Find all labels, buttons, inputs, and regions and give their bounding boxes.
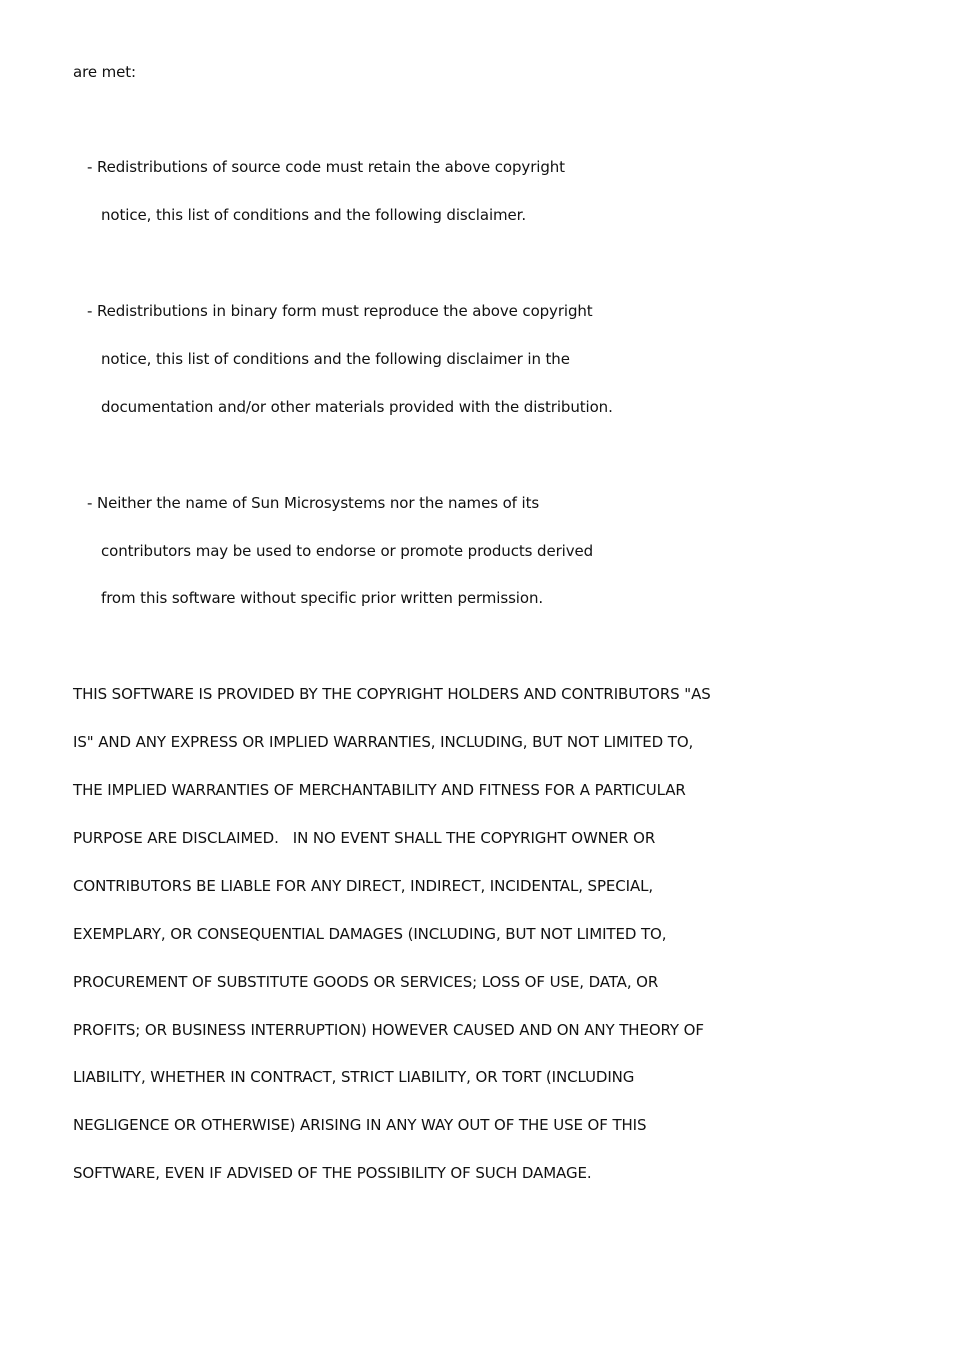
list-item-text: contributors may be used to endorse or promote products derived xyxy=(73,542,594,560)
disclaimer-line: IS" AND ANY EXPRESS OR IMPLIED WARRANTIES, INCLUDING, BUT NOT LIMITED TO, xyxy=(73,733,694,751)
disclaimer-line: NEGLIGENCE OR OTHERWISE) ARISING IN ANY WAY OUT OF THE USE OF THIS xyxy=(73,1116,647,1134)
disclaimer-line: EXEMPLARY, OR CONSEQUENTIAL DAMAGES (INCLUDING, BUT NOT LIMITED TO, xyxy=(73,925,667,943)
list-item-text: - Redistributions of source code must retain the above copyright xyxy=(73,158,565,176)
list-item-text: documentation and/or other materials provided with the distribution. xyxy=(73,398,613,416)
disclaimer-line: PROCUREMENT OF SUBSTITUTE GOODS OR SERVICES; LOSS OF USE, DATA, OR xyxy=(73,973,659,991)
disclaimer-line: THE IMPLIED WARRANTIES OF MERCHANTABILITY AND FITNESS FOR A PARTICULAR xyxy=(73,781,686,799)
disclaimer-line: PURPOSE ARE DISCLAIMED. IN NO EVENT SHALL THE COPYRIGHT OWNER OR xyxy=(73,829,656,847)
list-item-text: notice, this list of conditions and the following disclaimer in the xyxy=(73,350,570,368)
list-item-text: from this software without specific prior written permission. xyxy=(73,589,544,607)
list-item-text: - Neither the name of Sun Microsystems nor the names of its xyxy=(73,494,540,512)
list-item-text: - Redistributions in binary form must reproduce the above copyright xyxy=(73,302,593,320)
disclaimer-line: LIABILITY, WHETHER IN CONTRACT, STRICT LIABILITY, OR TORT (INCLUDING xyxy=(73,1068,635,1086)
disclaimer-line: SOFTWARE, EVEN IF ADVISED OF THE POSSIBILITY OF SUCH DAMAGE. xyxy=(73,1164,592,1182)
disclaimer-line: PROFITS; OR BUSINESS INTERRUPTION) HOWEVER CAUSED AND ON ANY THEORY OF xyxy=(73,1021,704,1039)
disclaimer-line: CONTRIBUTORS BE LIABLE FOR ANY DIRECT, INDIRECT, INCIDENTAL, SPECIAL, xyxy=(73,877,654,895)
disclaimer-line: THIS SOFTWARE IS PROVIDED BY THE COPYRIGHT HOLDERS AND CONTRIBUTORS "AS xyxy=(73,685,711,703)
list-item-text: notice, this list of conditions and the following disclaimer. xyxy=(73,206,527,224)
text-line: are met: xyxy=(73,63,137,81)
